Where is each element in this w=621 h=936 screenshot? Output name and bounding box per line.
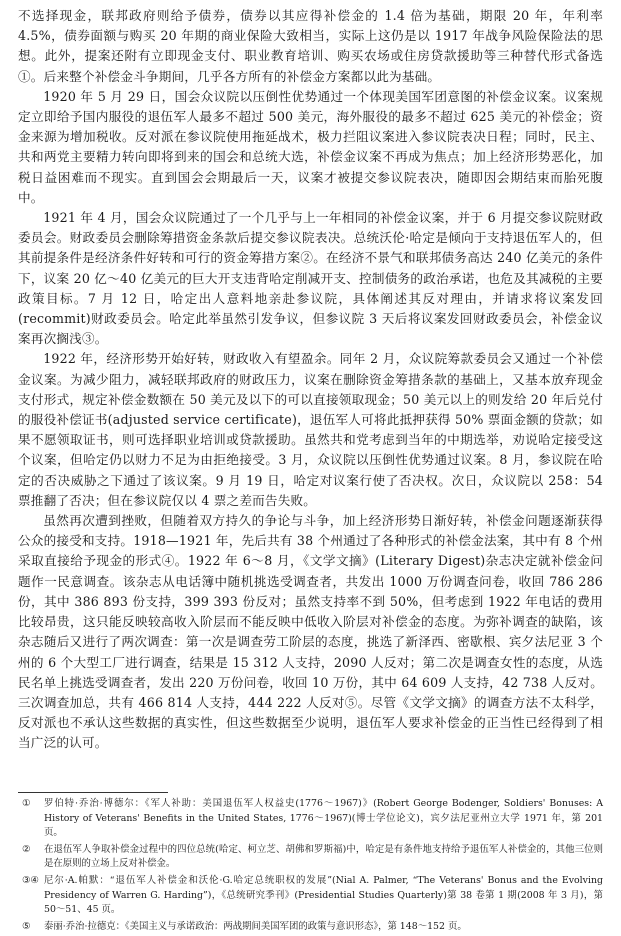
footnote-divider — [18, 792, 168, 793]
footnote-mark: ⑤ — [22, 920, 31, 932]
footnote-2 — [18, 843, 603, 872]
footnote-text: 在退伍军人争取补偿金过程中的四位总统(哈定、柯立芝、胡佛和罗斯福)中，哈定是有条件地支持给予退伍军人补偿金的，其他三位则是在原则的立场上反对补偿金。 — [44, 843, 603, 870]
main-text — [18, 6, 603, 754]
footnote-mark: ② — [22, 843, 31, 855]
footnote-text: 罗伯特·乔治·博德尔：《军人补助：美国退伍军人权益史(1776～1967)》(Robert George Bodenger, Soldiers' Bonuses: A History of Veterans' Benefits in the United States, 1776～1967)(博士学位论文)，宾夕法尼亚州立大学 1971 年，第 201 页。 — [44, 798, 603, 839]
footnotes — [18, 797, 603, 936]
footnote-text: 尼尔·A.帕默：“退伍军人补偿金和沃伦·G.哈定总统职权的发展”(Nial A. Palmer, “The Veterans' Bonus and the Evolving Presidency of Warren G. Harding”)，《总统研究季刊》(Presidential Studies Quarterly)第 38 卷第 1 期(2008 年 3 月)，第 50～51、45 页。 — [44, 874, 603, 916]
footnote-mark: ③④ — [22, 874, 39, 886]
paragraph-3: 1921 年 4 月，国会众议院通过了一个几乎与上一年相同的补偿金议案，并于 6 月提交参议院财政委员会。财政委员会删除筹措资金条款后提交参议院表决。总统沃伦·哈定是倾向于支持退伍军人的，但其前提条件是经济条件好转和可行的资金筹措方案②。在经济不景气和联邦债务高达 240 亿美元的条件下，议案 20 亿～40 亿美元的巨大开支违背哈定削减开支、控制债务的政治承诺，也危及其减税的主要政策目标。7 月 12 日，哈定出人意料地亲赴参议院，具体阐述其反对理由，并请求将议案发回(recommit)财政委员会。哈定此举虽然引发争议，但参议院 3 天后将议案发回财政委员会，补偿金议案再次搁浅③。 — [18, 210, 603, 347]
paragraph-5: 虽然再次遭到挫败，但随着双方持久的争论与斗争，加上经济形势日渐好转，补偿金问题逐渐获得公众的接受和支持。1918—1921 年，先后共有 38 个州通过了各种形式的补偿金法案，其中有 8 个州采取直接给予现金的形式④。1922 年 6～8 月，《文学文摘》(Literary Digest)杂志决定就补偿金问题作一民意调查。该杂志从电话簿中随机挑选受调查者，共发出 1000 万份调查问卷，收回 786 286 份，其中 386 893 份支持，399 393 份反对；虽然支持率不到 50%，但考虑到 1922 年电话的费用比较昂贵，这只能反映较高收入阶层而不能反映中低收入阶层对补偿金的态度。为弥补调查的缺陷，该杂志随后又进行了两次调查：第一次是调查劳工阶层的态度，挑选了新泽西、密歇根、宾夕法尼亚 3 个州的 6 个大型工厂进行调查，结果是 15 312 人支持，2090 人反对；第二次是调查女性的态度，从选民名单上挑选受调查者，发出 220 万份问卷，收回 10 万份，其中 64 609 人支持，42 738 人反对。三次调查加总，共有 466 814 人支持，444 222 人反对⑤。尽管《文学文摘》的调查方法不太科学，反对派也不承认这些数据的真实性，但这些数据至少说明，退伍军人要求补偿金的正当性已经得到了相当广泛的认可。 — [18, 513, 603, 751]
footnote-3 — [18, 874, 603, 918]
footnote-4 — [18, 920, 603, 935]
footnote-mark: ① — [22, 798, 31, 809]
paragraph-4: 1922 年，经济形势开始好转，财政收入有望盈余。同年 2 月，众议院筹款委员会又通过一个补偿金议案。为减少阻力，减轻联邦政府的财政压力，议案在删除资金筹措条款的基础上，又基本放弃现金支付形式，规定补偿金数额在 50 美元及以下的可以直接领取现金；50 美元以上的则发给 20 年后兑付的服役补偿证书(adjusted service certificate)，退伍军人可将此抵押获得 50% 票面金额的贷款；如果不愿领取证书，则可选择职业培训或贷款援助。虽然共和党考虑到当年的中期选举，劝说哈定接受这个议案，但哈定仍以财力不足为由拒绝接受。3 月，众议院以压倒性优势通过议案。8 月，参议院在哈定的否决威胁之下通过了该议案。9 月 19 日，哈定对议案行使了否决权。次日，众议院以 258：54 票推翻了否决；但在参议院仅以 4 票之差而告失败。 — [18, 351, 603, 508]
paragraph-2: 1920 年 5 月 29 日，国会众议院以压倒性优势通过一个体现美国军团意图的补偿金议案。议案规定立即给予国内服役的退伍军人最多不超过 500 美元，海外服役的最多不超过 625 美元的补偿金；资金来源为增加税收。反对派在参议院使用拖延战术，极力拦阻议案进入参议院表决日程；同时，民主、共和两党主要精力转向即将到来的国会和总统大选，补偿金议案不再成为焦点；加上经济形势恶化，加税日益困难而不现实。直到国会会期最后一天，议案才被提交参议院表决，随即因会期结束而胎死腹中。 — [18, 88, 603, 205]
footnote-text: 泰丽·乔治·拉德克：《美国主义与承诺政治：两战期间美国军团的政策与意识形态》，第 148～152 页。 — [44, 920, 467, 932]
footnote-1 — [18, 797, 603, 841]
paragraph-1: 不选择现金，联邦政府则给予债券，债券以其应得补偿金的 1.4 倍为基础，期限 20 年，年利率 4.5%，债券面额与购买 20 年期的商业保险大致相当，实际上这仍是以 1917 年战争风险保险法的思想。此外，提案还附有立即现金支付、职业教育培训、购买农场或住房贷款援助等三种替代形式备选①。后来整个补偿金斗争期间，几乎各方所有的补偿金方案都以此为基础。 — [18, 8, 603, 84]
